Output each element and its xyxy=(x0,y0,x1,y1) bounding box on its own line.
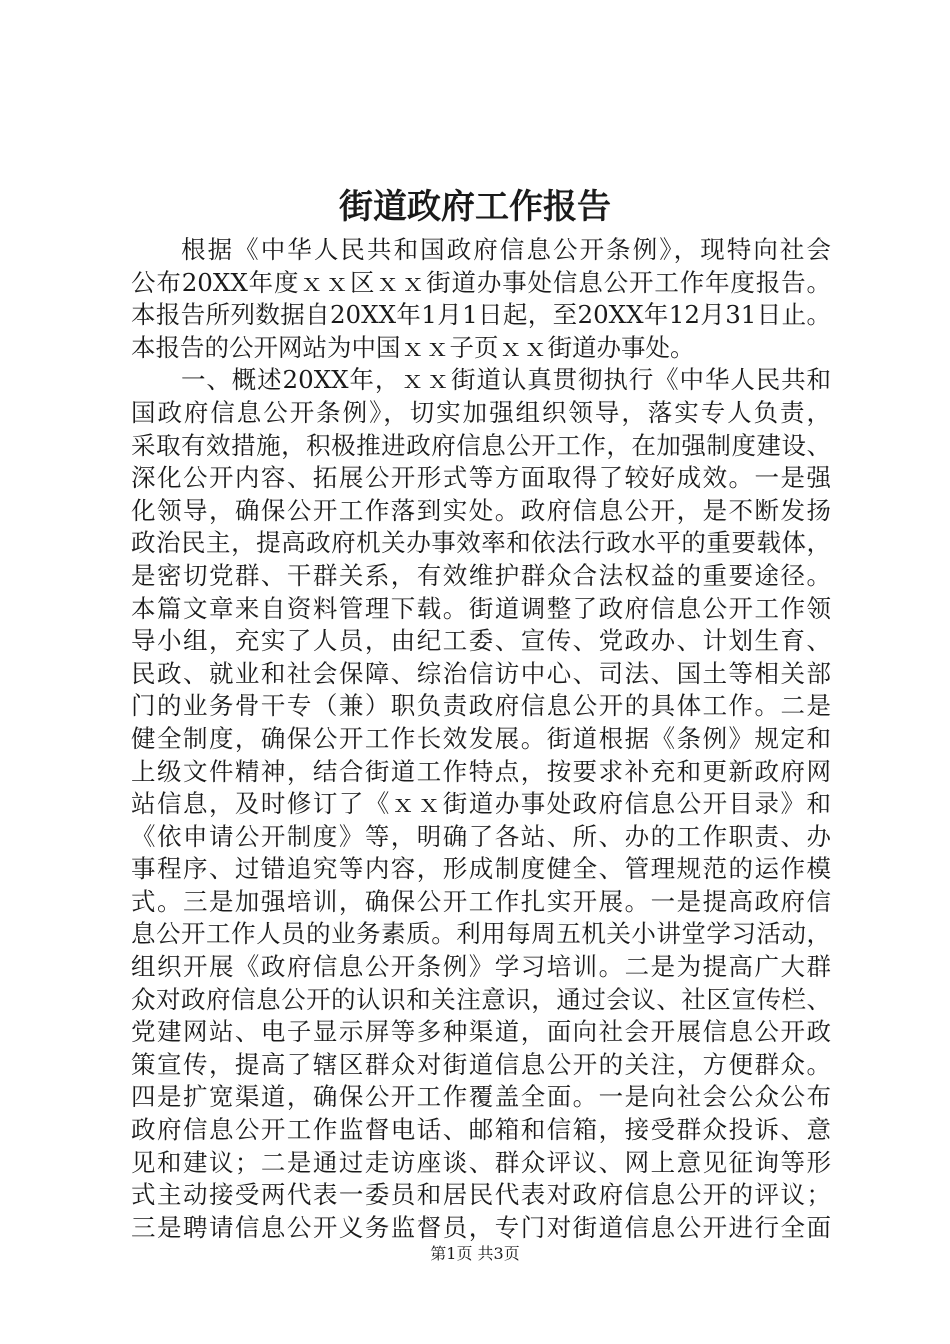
body-line: 站信息，及时修订了《ｘｘ街道办事处政府信息公开目录》和 xyxy=(131,789,831,819)
body-line: 国政府信息公开条例》，切实加强组织领导，落实专人负责， xyxy=(131,397,831,427)
document-body xyxy=(131,234,831,1244)
body-line: 门的业务骨干专（兼）职负责政府信息公开的具体工作。二是 xyxy=(131,691,831,721)
body-line: 息公开工作人员的业务素质。利用每周五机关小讲堂学习活动， xyxy=(131,919,831,949)
body-line: 众对政府信息公开的认识和关注意识，通过会议、社区宣传栏、 xyxy=(131,984,831,1014)
body-line: 本篇文章来自资料管理下载。街道调整了政府信息公开工作领 xyxy=(131,593,831,623)
body-line: 一、概述20XX年，ｘｘ街道认真贯彻执行《中华人民共和 xyxy=(181,365,831,395)
body-line: 本报告所列数据自20XX年1月1日起，至20XX年12月31日止。 xyxy=(131,300,831,330)
body-line: 政府信息公开工作监督电话、邮箱和信箱，接受群众投诉、意 xyxy=(131,1115,831,1145)
body-line: 深化公开内容、拓展公开形式等方面取得了较好成效。一是强 xyxy=(131,463,831,493)
body-line: 三是聘请信息公开义务监督员，专门对街道信息公开进行全面 xyxy=(131,1212,831,1242)
body-line: 民政、就业和社会保障、综治信访中心、司法、国土等相关部 xyxy=(131,658,831,688)
body-line: 见和建议；二是通过走访座谈、群众评议、网上意见征询等形 xyxy=(131,1147,831,1177)
body-line: 策宣传，提高了辖区群众对街道信息公开的关注，方便群众。 xyxy=(131,1049,831,1079)
body-line: 组织开展《政府信息公开条例》学习培训。二是为提高广大群 xyxy=(131,952,831,982)
body-line: 式。三是加强培训，确保公开工作扎实开展。一是提高政府信 xyxy=(131,886,831,916)
body-line: 根据《中华人民共和国政府信息公开条例》，现特向社会 xyxy=(181,235,831,264)
body-line: 上级文件精神，结合街道工作特点，按要求补充和更新政府网 xyxy=(131,756,831,786)
body-line: 党建网站、电子显示屏等多种渠道，面向社会开展信息公开政 xyxy=(131,1017,831,1047)
body-line: 四是扩宽渠道，确保公开工作覆盖全面。一是向社会公众公布 xyxy=(131,1082,831,1112)
body-line: 化领导，确保公开工作落到实处。政府信息公开，是不断发扬 xyxy=(131,495,831,525)
body-line: 事程序、过错追究等内容，形成制度健全、管理规范的运作模 xyxy=(131,854,831,884)
document-title: 街道政府工作报告 xyxy=(339,187,611,227)
body-line: 健全制度，确保公开工作长效发展。街道根据《条例》规定和 xyxy=(131,723,831,753)
body-line: 公布20XX年度ｘｘ区ｘｘ街道办事处信息公开工作年度报告。 xyxy=(131,267,831,297)
body-line: 《依申请公开制度》等，明确了各站、所、办的工作职责、办 xyxy=(131,821,831,851)
body-line: 导小组，充实了人员，由纪工委、宣传、党政办、计划生育、 xyxy=(131,626,831,656)
body-line: 本报告的公开网站为中国ｘｘ子页ｘｘ街道办事处。 xyxy=(131,332,695,362)
body-line: 是密切党群、干群关系，有效维护群众合法权益的重要途径。 xyxy=(131,560,831,590)
body-line: 式主动接受两代表一委员和居民代表对政府信息公开的评议； xyxy=(131,1180,831,1210)
body-line: 政治民主，提高政府机关办事效率和依法行政水平的重要载体， xyxy=(131,528,831,558)
page-footer: 第1页 共3页 xyxy=(430,1244,520,1263)
body-line: 采取有效措施，积极推进政府信息公开工作，在加强制度建设、 xyxy=(131,430,831,460)
